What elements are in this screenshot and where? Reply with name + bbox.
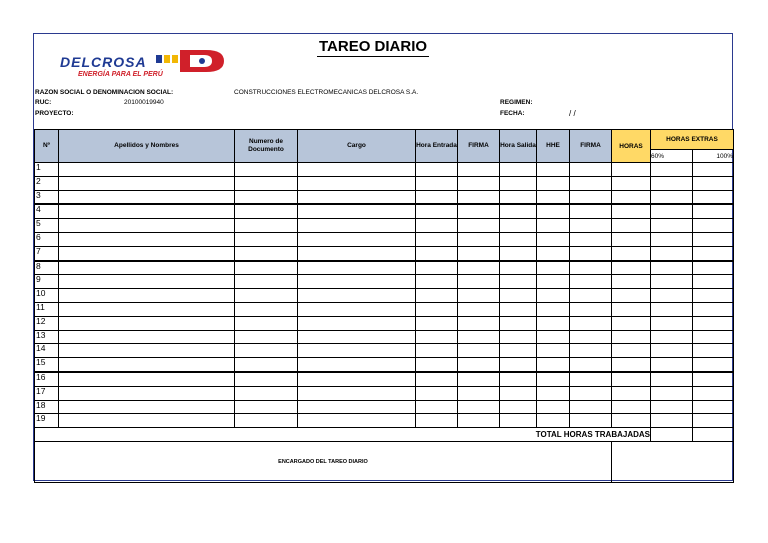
table-cell[interactable] xyxy=(570,358,612,372)
table-cell[interactable] xyxy=(651,289,693,303)
table-cell[interactable] xyxy=(693,190,734,204)
table-cell[interactable] xyxy=(693,163,734,177)
table-cell[interactable] xyxy=(458,219,500,233)
table-cell[interactable] xyxy=(235,204,298,218)
row-number: 12 xyxy=(35,316,59,330)
row-number: 9 xyxy=(35,275,59,289)
table-row xyxy=(35,289,734,303)
table-cell[interactable] xyxy=(537,163,570,177)
table-cell[interactable] xyxy=(693,219,734,233)
table-row xyxy=(35,400,734,414)
table-cell[interactable] xyxy=(298,372,416,386)
table-row xyxy=(35,386,734,400)
row-number: 8 xyxy=(35,261,59,275)
table-cell[interactable] xyxy=(59,289,235,303)
table-cell[interactable] xyxy=(458,163,500,177)
table-cell[interactable] xyxy=(458,289,500,303)
razon-value: CONSTRUCCIONES ELECTROMECANICAS DELCROSA S.A. xyxy=(234,89,419,96)
table-cell[interactable] xyxy=(458,414,500,428)
table-cell[interactable] xyxy=(570,330,612,344)
header-60-pct: 60% xyxy=(651,150,693,163)
table-row xyxy=(35,358,734,372)
table-cell[interactable] xyxy=(570,316,612,330)
table-cell[interactable] xyxy=(612,358,651,372)
table-cell[interactable] xyxy=(416,275,458,289)
table-cell[interactable] xyxy=(298,302,416,316)
table-cell[interactable] xyxy=(612,414,651,428)
table-cell[interactable] xyxy=(59,190,235,204)
table-cell[interactable] xyxy=(693,316,734,330)
table-cell[interactable] xyxy=(416,289,458,303)
table-cell[interactable] xyxy=(500,289,537,303)
table-cell[interactable] xyxy=(298,344,416,358)
table-cell[interactable] xyxy=(458,190,500,204)
table-cell[interactable] xyxy=(570,190,612,204)
table-cell[interactable] xyxy=(59,316,235,330)
table-row xyxy=(35,330,734,344)
table-cell[interactable] xyxy=(458,261,500,275)
table-cell[interactable] xyxy=(537,386,570,400)
row-number: 5 xyxy=(35,219,59,233)
header-firma-2: FIRMA xyxy=(570,130,612,163)
table-cell[interactable] xyxy=(612,232,651,246)
table-cell[interactable] xyxy=(59,344,235,358)
table-cell[interactable] xyxy=(416,400,458,414)
table-cell[interactable] xyxy=(416,232,458,246)
table-cell[interactable] xyxy=(298,316,416,330)
table-cell[interactable] xyxy=(693,372,734,386)
table-cell[interactable] xyxy=(298,330,416,344)
table-cell[interactable] xyxy=(416,344,458,358)
table-row xyxy=(35,190,734,204)
table-cell[interactable] xyxy=(537,414,570,428)
header-n: Nº xyxy=(35,130,59,163)
total-horas-label: TOTAL HORAS TRABAJADAS xyxy=(35,428,651,442)
total-100-cell[interactable] xyxy=(693,428,734,442)
table-cell[interactable] xyxy=(693,414,734,428)
row-number: 4 xyxy=(35,204,59,218)
row-number: 10 xyxy=(35,289,59,303)
table-cell[interactable] xyxy=(235,289,298,303)
table-cell[interactable] xyxy=(651,358,693,372)
table-cell[interactable] xyxy=(612,386,651,400)
table-cell[interactable] xyxy=(59,176,235,190)
row-number: 19 xyxy=(35,414,59,428)
table-cell[interactable] xyxy=(500,358,537,372)
row-number: 13 xyxy=(35,330,59,344)
header-documento: Numero de Documento xyxy=(235,130,298,163)
table-cell[interactable] xyxy=(612,190,651,204)
table-cell[interactable] xyxy=(298,246,416,260)
table-cell[interactable] xyxy=(235,330,298,344)
table-cell[interactable] xyxy=(651,232,693,246)
table-cell[interactable] xyxy=(298,232,416,246)
table-cell[interactable] xyxy=(693,400,734,414)
table-cell[interactable] xyxy=(612,330,651,344)
table-cell[interactable] xyxy=(416,372,458,386)
table-row xyxy=(35,176,734,190)
logo-tagline: ENERGÍA PARA EL PERÚ xyxy=(78,71,163,78)
header-100-pct: 100% xyxy=(693,150,734,163)
table-cell[interactable] xyxy=(651,176,693,190)
table-cell[interactable] xyxy=(59,400,235,414)
table-cell[interactable] xyxy=(693,232,734,246)
table-cell[interactable] xyxy=(59,302,235,316)
table-cell[interactable] xyxy=(570,219,612,233)
table-cell[interactable] xyxy=(500,400,537,414)
table-cell[interactable] xyxy=(537,330,570,344)
table-cell[interactable] xyxy=(59,358,235,372)
proyecto-label: PROYECTO: xyxy=(35,110,74,117)
table-cell[interactable] xyxy=(298,414,416,428)
table-cell[interactable] xyxy=(570,289,612,303)
table-cell[interactable] xyxy=(612,275,651,289)
table-cell[interactable] xyxy=(458,372,500,386)
table-cell[interactable] xyxy=(458,344,500,358)
table-cell[interactable] xyxy=(235,246,298,260)
table-cell[interactable] xyxy=(693,344,734,358)
header-cargo: Cargo xyxy=(298,130,416,163)
table-cell[interactable] xyxy=(416,163,458,177)
table-cell[interactable] xyxy=(651,400,693,414)
row-number: 7 xyxy=(35,246,59,260)
total-60-cell[interactable] xyxy=(651,428,693,442)
table-cell[interactable] xyxy=(651,386,693,400)
table-cell[interactable] xyxy=(612,163,651,177)
table-cell[interactable] xyxy=(59,372,235,386)
table-cell[interactable] xyxy=(537,246,570,260)
table-cell[interactable] xyxy=(500,261,537,275)
logo-name: DELCROSA xyxy=(60,54,147,70)
table-cell[interactable] xyxy=(298,358,416,372)
ruc-value: 20100019940 xyxy=(124,99,164,106)
table-cell[interactable] xyxy=(458,275,500,289)
table-cell[interactable] xyxy=(500,176,537,190)
table-cell[interactable] xyxy=(570,400,612,414)
table-cell[interactable] xyxy=(500,302,537,316)
table-cell[interactable] xyxy=(59,275,235,289)
table-cell[interactable] xyxy=(693,289,734,303)
table-row xyxy=(35,204,734,218)
table-cell[interactable] xyxy=(235,316,298,330)
table-row xyxy=(35,344,734,358)
table-cell[interactable] xyxy=(693,261,734,275)
table-cell[interactable] xyxy=(458,302,500,316)
table-cell[interactable] xyxy=(570,275,612,289)
table-cell[interactable] xyxy=(416,414,458,428)
table-cell[interactable] xyxy=(537,176,570,190)
table-cell[interactable] xyxy=(651,372,693,386)
table-cell[interactable] xyxy=(612,372,651,386)
table-cell[interactable] xyxy=(651,204,693,218)
table-cell[interactable] xyxy=(570,261,612,275)
ruc-label: RUC: xyxy=(35,99,52,106)
table-cell[interactable] xyxy=(235,358,298,372)
header-hora-entrada: Hora Entrada xyxy=(416,130,458,163)
table-cell[interactable] xyxy=(500,190,537,204)
table-cell[interactable] xyxy=(298,261,416,275)
header-horas: HORAS xyxy=(612,130,651,163)
table-cell[interactable] xyxy=(458,176,500,190)
table-cell[interactable] xyxy=(570,163,612,177)
table-cell[interactable] xyxy=(235,344,298,358)
table-cell[interactable] xyxy=(458,204,500,218)
table-cell[interactable] xyxy=(537,289,570,303)
table-cell[interactable] xyxy=(651,330,693,344)
table-cell[interactable] xyxy=(416,330,458,344)
table-cell[interactable] xyxy=(298,289,416,303)
table-cell[interactable] xyxy=(651,163,693,177)
table-cell[interactable] xyxy=(458,400,500,414)
table-cell[interactable] xyxy=(570,386,612,400)
table-cell[interactable] xyxy=(500,372,537,386)
table-row xyxy=(35,414,734,428)
table-row xyxy=(35,246,734,260)
table-cell[interactable] xyxy=(537,302,570,316)
table-cell[interactable] xyxy=(416,261,458,275)
table-cell[interactable] xyxy=(570,246,612,260)
table-cell[interactable] xyxy=(651,219,693,233)
table-cell[interactable] xyxy=(537,261,570,275)
table-cell[interactable] xyxy=(651,344,693,358)
table-cell[interactable] xyxy=(416,219,458,233)
fecha-value: / / xyxy=(569,109,576,118)
table-cell[interactable] xyxy=(693,246,734,260)
row-number: 17 xyxy=(35,386,59,400)
table-cell[interactable] xyxy=(651,275,693,289)
table-cell[interactable] xyxy=(416,204,458,218)
table-cell[interactable] xyxy=(458,246,500,260)
table-row xyxy=(35,232,734,246)
table-cell[interactable] xyxy=(298,400,416,414)
table-cell[interactable] xyxy=(693,330,734,344)
table-cell[interactable] xyxy=(693,176,734,190)
table-cell[interactable] xyxy=(416,302,458,316)
table-cell[interactable] xyxy=(298,275,416,289)
table-cell[interactable] xyxy=(235,219,298,233)
tareo-sheet xyxy=(33,33,733,481)
table-cell[interactable] xyxy=(235,386,298,400)
table-row xyxy=(35,261,734,275)
table-cell[interactable] xyxy=(416,190,458,204)
table-cell[interactable] xyxy=(298,176,416,190)
row-number: 14 xyxy=(35,344,59,358)
table-cell[interactable] xyxy=(298,219,416,233)
table-cell[interactable] xyxy=(651,246,693,260)
row-number: 15 xyxy=(35,358,59,372)
table-cell[interactable] xyxy=(59,261,235,275)
row-number: 1 xyxy=(35,163,59,177)
table-cell[interactable] xyxy=(612,246,651,260)
table-cell[interactable] xyxy=(612,219,651,233)
table-cell[interactable] xyxy=(500,316,537,330)
table-cell[interactable] xyxy=(59,219,235,233)
razon-label: RAZON SOCIAL O DENOMINACION SOCIAL: xyxy=(35,89,174,96)
header-hhe: HHE xyxy=(537,130,570,163)
encargado-label: ENCARGADO DEL TAREO DIARIO xyxy=(35,442,612,483)
row-number: 16 xyxy=(35,372,59,386)
table-cell[interactable] xyxy=(651,414,693,428)
table-cell[interactable] xyxy=(612,316,651,330)
table-cell[interactable] xyxy=(537,232,570,246)
table-cell[interactable] xyxy=(693,386,734,400)
table-cell[interactable] xyxy=(693,275,734,289)
table-cell[interactable] xyxy=(235,232,298,246)
table-cell[interactable] xyxy=(500,414,537,428)
table-cell[interactable] xyxy=(537,400,570,414)
table-cell[interactable] xyxy=(458,232,500,246)
table-cell[interactable] xyxy=(651,261,693,275)
table-cell[interactable] xyxy=(693,302,734,316)
table-cell[interactable] xyxy=(500,330,537,344)
table-cell[interactable] xyxy=(59,386,235,400)
table-cell[interactable] xyxy=(235,302,298,316)
table-cell[interactable] xyxy=(235,414,298,428)
table-cell[interactable] xyxy=(537,344,570,358)
table-row xyxy=(35,316,734,330)
table-cell[interactable] xyxy=(235,163,298,177)
regimen-label: REGIMEN: xyxy=(500,99,533,106)
table-cell[interactable] xyxy=(651,316,693,330)
encargado-signature-cell[interactable] xyxy=(612,442,734,483)
table-cell[interactable] xyxy=(612,400,651,414)
table-cell[interactable] xyxy=(612,176,651,190)
row-number: 3 xyxy=(35,190,59,204)
row-number: 2 xyxy=(35,176,59,190)
table-cell[interactable] xyxy=(537,275,570,289)
table-cell[interactable] xyxy=(416,358,458,372)
table-cell[interactable] xyxy=(235,190,298,204)
table-cell[interactable] xyxy=(298,386,416,400)
table-cell[interactable] xyxy=(235,400,298,414)
table-cell[interactable] xyxy=(612,204,651,218)
table-cell[interactable] xyxy=(612,344,651,358)
table-cell[interactable] xyxy=(537,316,570,330)
table-cell[interactable] xyxy=(570,204,612,218)
table-cell[interactable] xyxy=(570,372,612,386)
table-row xyxy=(35,302,734,316)
table-cell[interactable] xyxy=(59,204,235,218)
table-cell[interactable] xyxy=(500,344,537,358)
table-cell[interactable] xyxy=(693,358,734,372)
table-cell[interactable] xyxy=(59,232,235,246)
table-cell[interactable] xyxy=(570,176,612,190)
table-cell[interactable] xyxy=(570,302,612,316)
table-cell[interactable] xyxy=(500,163,537,177)
table-row xyxy=(35,219,734,233)
table-cell[interactable] xyxy=(570,232,612,246)
table-cell[interactable] xyxy=(235,275,298,289)
fecha-label: FECHA: xyxy=(500,110,525,117)
table-cell[interactable] xyxy=(59,330,235,344)
table-row xyxy=(35,372,734,386)
delcrosa-logo xyxy=(56,48,226,78)
table-cell[interactable] xyxy=(612,289,651,303)
tareo-table xyxy=(34,129,734,483)
table-cell[interactable] xyxy=(59,414,235,428)
table-cell[interactable] xyxy=(570,344,612,358)
table-cell[interactable] xyxy=(537,219,570,233)
table-cell[interactable] xyxy=(500,219,537,233)
table-cell[interactable] xyxy=(458,330,500,344)
table-cell[interactable] xyxy=(651,302,693,316)
table-cell[interactable] xyxy=(416,176,458,190)
row-number: 6 xyxy=(35,232,59,246)
table-cell[interactable] xyxy=(500,386,537,400)
table-cell[interactable] xyxy=(235,261,298,275)
table-cell[interactable] xyxy=(651,190,693,204)
table-cell[interactable] xyxy=(612,261,651,275)
table-cell[interactable] xyxy=(59,163,235,177)
page-title: TAREO DIARIO xyxy=(319,38,428,55)
table-cell[interactable] xyxy=(298,163,416,177)
table-cell[interactable] xyxy=(612,302,651,316)
table-cell[interactable] xyxy=(500,246,537,260)
row-number: 11 xyxy=(35,302,59,316)
table-cell[interactable] xyxy=(416,246,458,260)
table-cell[interactable] xyxy=(500,204,537,218)
table-cell[interactable] xyxy=(458,386,500,400)
header-horas-extras: HORAS EXTRAS xyxy=(651,130,734,150)
table-cell[interactable] xyxy=(298,204,416,218)
table-cell[interactable] xyxy=(537,358,570,372)
table-cell[interactable] xyxy=(235,372,298,386)
table-row xyxy=(35,163,734,177)
table-cell[interactable] xyxy=(235,176,298,190)
table-cell[interactable] xyxy=(500,232,537,246)
table-cell[interactable] xyxy=(416,386,458,400)
table-cell[interactable] xyxy=(570,414,612,428)
row-number: 18 xyxy=(35,400,59,414)
table-cell[interactable] xyxy=(458,316,500,330)
table-cell[interactable] xyxy=(59,246,235,260)
table-cell[interactable] xyxy=(537,190,570,204)
table-cell[interactable] xyxy=(298,190,416,204)
header-nombres: Apellidos y Nombres xyxy=(59,130,235,163)
table-cell[interactable] xyxy=(693,204,734,218)
table-cell[interactable] xyxy=(416,316,458,330)
table-cell[interactable] xyxy=(500,275,537,289)
table-cell[interactable] xyxy=(537,372,570,386)
header-firma-1: FIRMA xyxy=(458,130,500,163)
table-row xyxy=(35,275,734,289)
header-hora-salida: Hora Salida xyxy=(500,130,537,163)
table-cell[interactable] xyxy=(458,358,500,372)
table-cell[interactable] xyxy=(537,204,570,218)
